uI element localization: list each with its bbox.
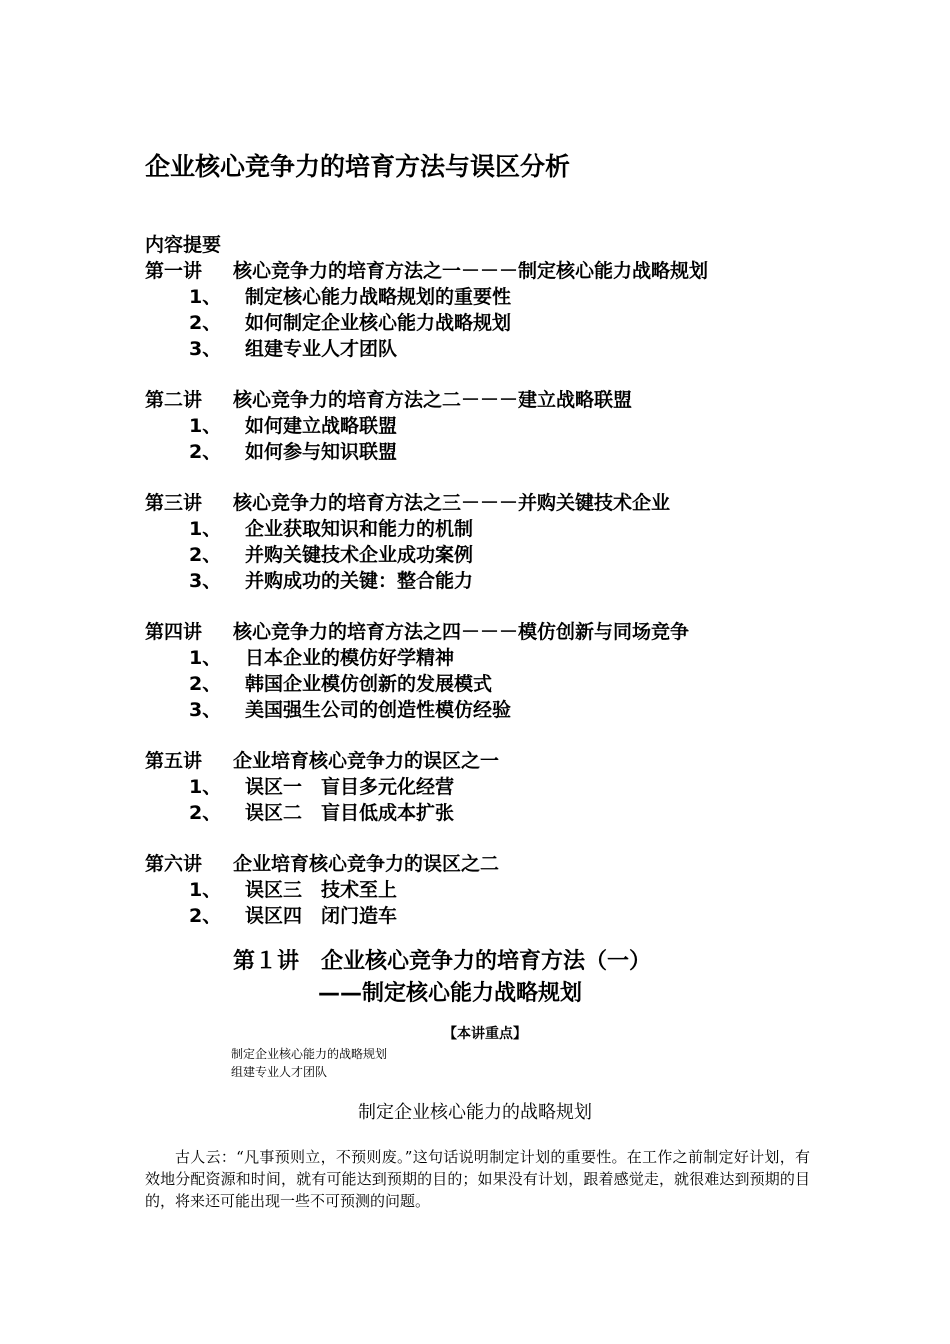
toc-item	[145, 800, 845, 826]
toc-item-number: 3、	[189, 338, 222, 360]
document-title: 企业核心竞争力的培育方法与误区分析	[145, 152, 571, 181]
lecture-label: 第二讲	[145, 389, 203, 411]
toc-item-text: 误区三 技术至上	[245, 879, 398, 901]
toc-item-text: 误区二 盲目低成本扩张	[245, 802, 455, 824]
toc-item-number: 1、	[189, 879, 222, 901]
lecture-label: 第三讲	[145, 492, 203, 514]
toc-item-number: 3、	[189, 570, 222, 592]
body-heading: 制定企业核心能力的战略规划	[358, 1102, 592, 1123]
lecture-title-text: 企业培育核心竞争力的误区之一	[233, 750, 500, 772]
lecture-title	[145, 619, 845, 645]
toc-lecture-3	[145, 490, 845, 594]
key-points-list	[231, 1045, 387, 1081]
toc-item-text: 韩国企业模仿创新的发展模式	[245, 673, 493, 695]
toc-item	[145, 516, 845, 542]
toc-item-number: 1、	[189, 286, 222, 308]
table-of-contents	[145, 232, 845, 954]
toc-item-number: 3、	[189, 699, 222, 721]
toc-item-number: 2、	[189, 673, 222, 695]
toc-item	[145, 903, 845, 929]
toc-lecture-1	[145, 258, 845, 362]
toc-item-number: 2、	[189, 802, 222, 824]
toc-item	[145, 645, 845, 671]
lecture-label: 第四讲	[145, 621, 203, 643]
toc-item	[145, 310, 845, 336]
lecture-title	[145, 490, 845, 516]
lecture-label: 第一讲	[145, 260, 203, 282]
toc-item-text: 企业获取知识和能力的机制	[245, 518, 474, 540]
toc-item-text: 如何建立战略联盟	[245, 415, 398, 437]
lecture-title	[145, 258, 845, 284]
toc-item	[145, 439, 845, 465]
lecture-label: 第六讲	[145, 853, 203, 875]
toc-item	[145, 774, 845, 800]
toc-item	[145, 413, 845, 439]
toc-lecture-6	[145, 851, 845, 929]
toc-lecture-4	[145, 619, 845, 723]
toc-item-number: 2、	[189, 441, 222, 463]
toc-item-text: 误区一 盲目多元化经营	[245, 776, 455, 798]
lecture-title	[145, 387, 845, 413]
lecture-title-text: 企业培育核心竞争力的误区之二	[233, 853, 500, 875]
key-point: 制定企业核心能力的战略规划	[231, 1047, 388, 1061]
key-point: 组建专业人才团队	[231, 1065, 328, 1079]
toc-item-number: 2、	[189, 312, 222, 334]
lecture-title-text: 核心竞争力的培育方法之二－－－建立战略联盟	[233, 389, 633, 411]
toc-item-number: 2、	[189, 544, 222, 566]
toc-item-number: 1、	[189, 647, 222, 669]
toc-item-text: 误区四 闭门造车	[245, 905, 398, 927]
lecture-label: 第五讲	[145, 750, 203, 772]
body-paragraph: 古人云：“凡事预则立，不预则废。”这句话说明制定计划的重要性。在工作之前制定好计划，有效地分配资源和时间，就有可能达到预期的目的；如果没有计划，跟着感觉走，就很难达到预期的目的，将来还可能出现一些不可预测的问题。	[145, 1148, 810, 1210]
lecture-title-text: 核心竞争力的培育方法之一－－－制定核心能力战略规划	[233, 260, 709, 282]
toc-item	[145, 336, 845, 362]
toc-item-text: 如何参与知识联盟	[245, 441, 398, 463]
toc-item-number: 2、	[189, 905, 222, 927]
toc-item-text: 日本企业的模仿好学精神	[245, 647, 455, 669]
toc-item-text: 并购成功的关键：整合能力	[245, 570, 474, 592]
toc-item	[145, 284, 845, 310]
toc-item-number: 1、	[189, 776, 222, 798]
key-points-heading: 【本讲重点】	[443, 1026, 527, 1042]
toc-item	[145, 568, 845, 594]
toc-item	[145, 877, 845, 903]
toc-lecture-5	[145, 748, 845, 826]
lecture-title-text: 核心竞争力的培育方法之三－－－并购关键技术企业	[233, 492, 671, 514]
toc-item	[145, 697, 845, 723]
toc-item-text: 组建专业人才团队	[245, 338, 398, 360]
section-title: 第１讲 企业核心竞争力的培育方法（一）	[233, 949, 652, 974]
section-subtitle: ——制定核心能力战略规划	[318, 981, 583, 1006]
toc-item	[145, 542, 845, 568]
toc-item	[145, 671, 845, 697]
toc-item-text: 美国强生公司的创造性模仿经验	[245, 699, 512, 721]
toc-item-text: 制定核心能力战略规划的重要性	[245, 286, 512, 308]
toc-item-number: 1、	[189, 415, 222, 437]
toc-item-text: 如何制定企业核心能力战略规划	[245, 312, 512, 334]
lecture-title	[145, 748, 845, 774]
toc-lecture-2	[145, 387, 845, 465]
toc-heading: 内容提要	[145, 234, 222, 256]
toc-item-text: 并购关键技术企业成功案例	[245, 544, 474, 566]
lecture-title	[145, 851, 845, 877]
lecture-title-text: 核心竞争力的培育方法之四－－－模仿创新与同场竞争	[233, 621, 690, 643]
toc-item-number: 1、	[189, 518, 222, 540]
